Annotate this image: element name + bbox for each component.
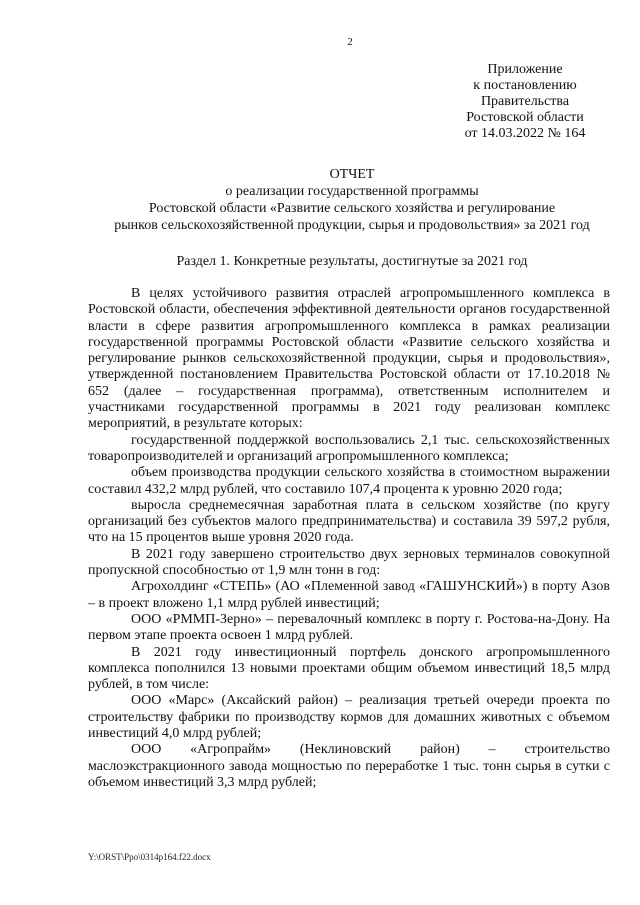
- appendix-line: Приложение: [487, 62, 563, 77]
- footer-file-path: Y:\ORST\Ppo\0314p164.f22.docx: [88, 852, 211, 862]
- paragraph: В 2021 году завершено строительство двух зерновых терминалов совокупной пропускной способностью от 1,9 млн тонн в год:: [88, 546, 610, 579]
- paragraph: ООО «Марс» (Аксайский район) – реализация третьей очереди проекта по строительству фабрики по производству кормов для домашних животных с объемом инвестиций 4,0 млрд рублей;: [88, 693, 610, 742]
- paragraph: В 2021 году инвестиционный портфель донского агропромышленного комплекса пополнился 13 новыми проектами общим объемом инвестиций 18,5 млрд рублей, в том числе:: [88, 644, 610, 693]
- report-title: ОТЧЕТ: [329, 167, 375, 182]
- paragraph: ООО «РММП-Зерно» – перевалочный комплекс в порту г. Ростова-на-Дону. На первом этапе проекта освоен 1 млрд рублей.: [88, 611, 610, 644]
- appendix-line: к постановлению: [473, 78, 577, 93]
- report-subtitle: рынков сельскохозяйственной продукции, сырья и продовольствия» за 2021 год: [114, 218, 590, 233]
- appendix-line: от 14.03.2022 № 164: [464, 126, 586, 141]
- paragraph: государственной поддержкой воспользовались 2,1 тыс. сельскохозяйственных товаропроизводителей и организаций агропромышленного комплекса;: [88, 432, 610, 464]
- paragraph: В целях устойчивого развития отраслей агропромышленного комплекса в Ростовской области, обеспечения эффективной деятельности органов государственной власти в сфере развития агропромышленного комплекса в рамках реализации государственной программы Ростовской области «Развитие сельского хозяйства и регулирование рынков сельскохозяйственной продукции, сырья и продовольствия», утвержденной постановлением Правительства Ростовской области от 17.10.2018 № 652 (далее – государственная программа), ответственным исполнителем и участниками государственной программы в 2021 году реализован комплекс мероприятий, в результате которых:: [88, 286, 610, 432]
- report-subtitle: о реализации государственной программы: [225, 184, 479, 199]
- appendix-line: Правительства: [480, 94, 570, 109]
- appendix-line: Ростовской области: [466, 110, 584, 125]
- page-number: 2: [347, 36, 353, 48]
- body-text: [88, 286, 610, 791]
- paragraph: выросла среднемесячная заработная плата в сельском хозяйстве (по кругу организаций без субъектов малого предпринимательства) и составила 39 597,2 рубля, что на 15 процентов выше уровня 2020 года.: [88, 497, 610, 546]
- report-subtitle: Ростовской области «Развитие сельского хозяйства и регулирование: [148, 201, 556, 216]
- appendix-block: [440, 62, 610, 142]
- report-heading: [88, 166, 616, 234]
- section-title: Раздел 1. Конкретные результаты, достигнутые за 2021 год: [176, 254, 528, 269]
- paragraph: объем производства продукции сельского хозяйства в стоимостном выражении составил 432,2 млрд рублей, что составило 107,4 процента к уровню 2020 года;: [88, 465, 610, 497]
- paragraph: Агрохолдинг «СТЕПЬ» (АО «Племенной завод «ГАШУНСКИЙ») в порту Азов – в проект вложено 1,1 млрд рублей инвестиций;: [88, 579, 610, 611]
- paragraph: ООО «Агропрайм» (Неклиновский район) – строительство маслоэкстракционного завода мощностью по переработке 1 тыс. тонн сырья в сутки с объемом инвестиций 3,3 млрд рублей;: [88, 742, 610, 790]
